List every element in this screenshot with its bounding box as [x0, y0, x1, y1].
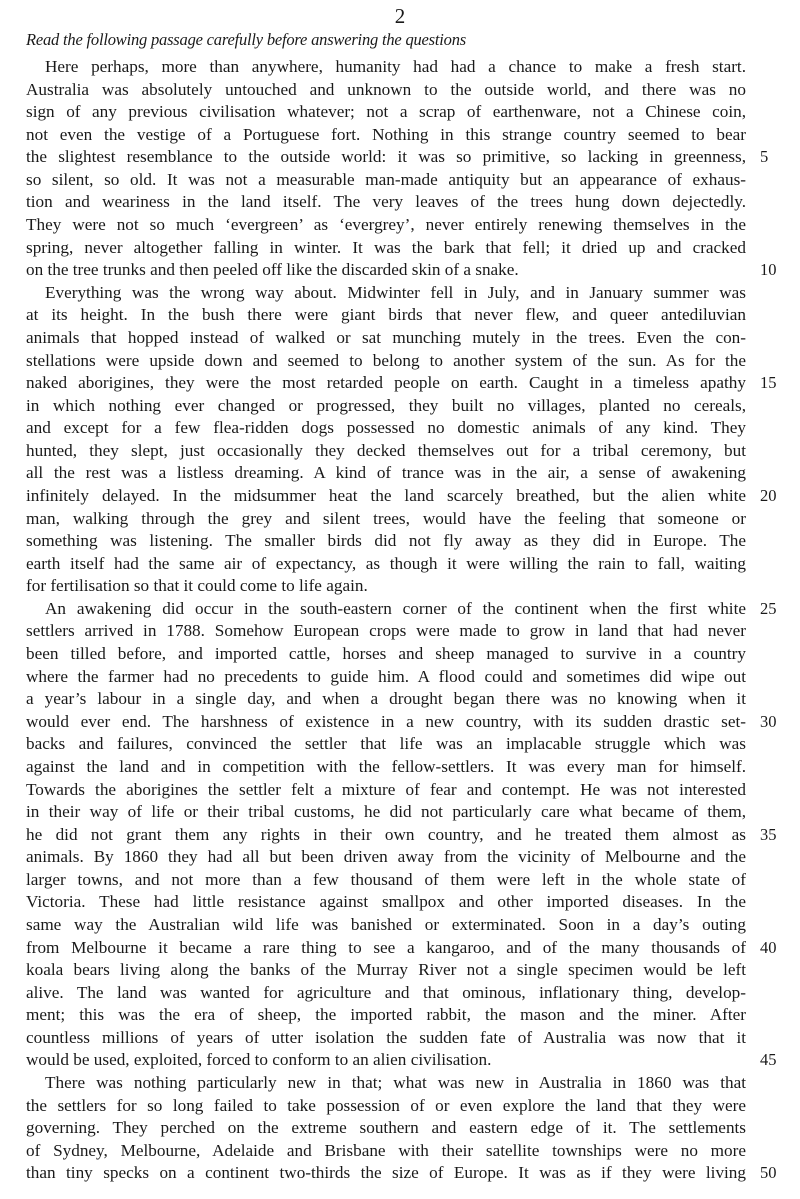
- passage-line-text: all the rest was a listless dreaming. A kind of trance was in the air, a sense of awakening: [26, 463, 746, 483]
- passage-line: [26, 282, 796, 305]
- passage-line-text: ment; this was the era of sheep, the imported rabbit, the mason and the miner. After: [26, 1005, 746, 1025]
- passage-line: [26, 711, 796, 734]
- passage-line: [26, 79, 796, 102]
- passage-line: [26, 914, 796, 937]
- passage-line: [26, 891, 796, 914]
- passage-line: [26, 666, 796, 689]
- passage-line-text: There was nothing particularly new in that; what was new in Australia in 1860 was that: [45, 1073, 746, 1093]
- passage-line: [26, 56, 796, 79]
- passage-line-text: he did not grant them any rights in their own country, and he treated them almost as: [26, 824, 746, 844]
- page-number: 2: [394, 4, 406, 28]
- passage-line: [26, 779, 796, 802]
- passage-line: [26, 101, 796, 124]
- passage-line: [26, 959, 796, 982]
- passage-line-text: spring, never altogether falling in winter. It was the bark that fell; it dried up and cracked: [26, 237, 746, 257]
- passage-line-text: Victoria. These had little resistance against smallpox and other imported diseases. In the: [26, 892, 746, 912]
- passage-line-text: and except for a few flea-ridden dogs possessed no domestic animals of any kind. They: [26, 418, 746, 438]
- passage-line-text: earth itself had the same air of expectancy, as though it were willing the rain to fall, waiting: [26, 553, 746, 573]
- passage-line-text: from Melbourne it became a rare thing to see a kangaroo, and of the many thousands of: [26, 937, 746, 957]
- passage-line: [26, 237, 796, 260]
- passage-line-text: so silent, so old. It was not a measurable man-made antiquity but an appearance of exhaus-: [26, 169, 746, 189]
- passage-line-text: koala bears living along the banks of the Murray River not a single specimen would be left: [26, 960, 746, 980]
- passage-line: [26, 1140, 796, 1163]
- passage-line: [26, 598, 796, 621]
- line-number: 10: [760, 260, 777, 280]
- passage-line: [26, 801, 796, 824]
- passage-line-text: Everything was the wrong way about. Midwinter fell in July, and in January summer was: [45, 282, 746, 302]
- passage-line-text: Here perhaps, more than anywhere, humanity had had a chance to make a fresh start.: [45, 57, 746, 76]
- passage-line-text: of Sydney, Melbourne, Adelaide and Brisbane with their satellite townships were no more: [26, 1140, 746, 1160]
- passage-line: [26, 1095, 796, 1118]
- passage-line: [26, 214, 796, 237]
- passage-line: [26, 1004, 796, 1027]
- passage-line-text: alive. The land was wanted for agriculture and that ominous, inflationary thing, develop-: [26, 982, 746, 1002]
- passage-line-text: larger towns, and not more than a few thousand of them were left in the whole state of: [26, 869, 746, 889]
- passage-line-text: would ever end. The harshness of existence in a new country, with its sudden drastic set-: [26, 711, 746, 731]
- passage-line-text: something was listening. The smaller birds did not fly away as they did in Europe. The: [26, 531, 746, 551]
- passage-line-text: not even the vestige of a Portuguese fort. Nothing in this strange country seemed to bear: [26, 124, 746, 144]
- passage-line-text: in their way of life or their tribal customs, he did not particularly care what became of them,: [26, 802, 746, 822]
- passage-line: [26, 508, 796, 531]
- instruction-text: Read the following passage carefully before answering the questions: [26, 30, 466, 49]
- passage-line: [26, 169, 796, 192]
- passage-line-text: settlers arrived in 1788. Somehow European crops were made to grow in land that had never: [26, 621, 746, 641]
- passage-line: [26, 146, 796, 169]
- passage-line: [26, 575, 796, 598]
- passage-line: [26, 824, 796, 847]
- passage-line-text: in which nothing ever changed or progressed, they built no villages, planted no cereals,: [26, 395, 746, 415]
- passage-line-text: infinitely delayed. In the midsummer heat the land scarcely breathed, but the alien white: [26, 485, 746, 505]
- passage-line: [26, 553, 796, 576]
- passage-line-text: the settlers for so long failed to take possession of or even explore the land that they were: [26, 1095, 746, 1115]
- passage-line: [26, 1162, 796, 1185]
- passage-line-text: same way the Australian wild life was banished or exterminated. Soon in a day’s outing: [26, 914, 746, 934]
- passage-line-text: tion and weariness in the land itself. The very leaves of the trees hung down dejectedly.: [26, 192, 746, 212]
- passage-line: [26, 350, 796, 373]
- passage-line-text: on the tree trunks and then peeled off like the discarded skin of a snake.: [26, 260, 519, 280]
- passage-line-text: at its height. In the bush there were giant birds that never flew, and queer antediluvian: [26, 305, 746, 325]
- line-number: 5: [760, 147, 769, 167]
- passage-line: [26, 937, 796, 960]
- passage-line-text: man, walking through the grey and silent trees, would have the feeling that someone or: [26, 508, 746, 528]
- passage: [26, 56, 796, 1185]
- passage-line: [26, 327, 796, 350]
- line-number: 20: [760, 485, 777, 505]
- line-number: 50: [760, 1163, 777, 1183]
- passage-line: [26, 1072, 796, 1095]
- passage-line: [26, 304, 796, 327]
- passage-line-text: An awakening did occur in the south-eastern corner of the continent when the first white: [45, 598, 746, 618]
- passage-line-text: naked aborigines, they were the most retarded people on earth. Caught in a timeless apathy: [26, 373, 746, 393]
- passage-line: [26, 530, 796, 553]
- passage-line: [26, 869, 796, 892]
- passage-line-text: sign of any previous civilisation whatever; not a scrap of earthenware, not a Chinese coin,: [26, 102, 746, 122]
- passage-line: [26, 395, 796, 418]
- line-number: 45: [760, 1050, 777, 1070]
- passage-line-text: animals. By 1860 they had all but been driven away from the vicinity of Melbourne and the: [26, 847, 746, 867]
- line-number: 40: [760, 937, 777, 957]
- passage-line: [26, 440, 796, 463]
- line-number: 15: [760, 373, 777, 393]
- passage-line-text: where the farmer had no precedents to guide him. A flood could and sometimes did wipe out: [26, 666, 746, 686]
- passage-line-text: animals that hopped instead of walked or sat munching mutely in the trees. Even the con-: [26, 327, 746, 347]
- passage-line: [26, 846, 796, 869]
- line-number: 25: [760, 598, 777, 618]
- passage-line: [26, 372, 796, 395]
- line-number: 30: [760, 711, 777, 731]
- passage-line-text: than tiny specks on a continent two-thirds the size of Europe. It was as if they were living: [26, 1163, 746, 1183]
- passage-line: [26, 417, 796, 440]
- passage-line-text: Towards the aborigines the settler felt a mixture of fear and contempt. He was not interested: [26, 779, 746, 799]
- passage-line: [26, 643, 796, 666]
- passage-line-text: would be used, exploited, forced to conform to an alien civilisation.: [26, 1050, 492, 1070]
- passage-line: [26, 462, 796, 485]
- passage-line-text: the slightest resemblance to the outside world: it was so primitive, so lacking in greenness,: [26, 147, 746, 167]
- passage-line: [26, 259, 796, 282]
- line-number: 35: [760, 824, 777, 844]
- passage-line-text: They were not so much ‘evergreen’ as ‘evergrey’, never entirely renewing themselves in the: [26, 215, 746, 235]
- passage-line: [26, 620, 796, 643]
- passage-line-text: against the land and in competition with the fellow-settlers. It was every man for himself.: [26, 756, 746, 776]
- passage-line: [26, 733, 796, 756]
- passage-line-text: backs and failures, convinced the settler that life was an implacable struggle which was: [26, 734, 746, 754]
- passage-line-text: stellations were upside down and seemed to belong to another system of the sun. As for the: [26, 350, 746, 370]
- passage-line-text: governing. They perched on the extreme southern and eastern edge of it. The settlements: [26, 1118, 746, 1138]
- passage-line: [26, 982, 796, 1005]
- passage-line-text: Australia was absolutely untouched and unknown to the outside world, and there was no: [26, 79, 746, 99]
- passage-line-text: a year’s labour in a single day, and when a drought began there was no knowing when it: [26, 689, 746, 709]
- passage-line: [26, 1027, 796, 1050]
- passage-line: [26, 1049, 796, 1072]
- passage-line-text: countless millions of years of utter isolation the sudden fate of Australia was now that it: [26, 1027, 746, 1047]
- passage-line: [26, 688, 796, 711]
- passage-line: [26, 191, 796, 214]
- passage-line: [26, 485, 796, 508]
- passage-line-text: for fertilisation so that it could come to life again.: [26, 576, 368, 596]
- passage-line-text: hunted, they slept, just occasionally they decked themselves out for a tribal ceremony, but: [26, 440, 746, 460]
- passage-line: [26, 124, 796, 147]
- passage-line: [26, 756, 796, 779]
- passage-line: [26, 1117, 796, 1140]
- passage-line-text: been tilled before, and imported cattle, horses and sheep managed to survive in a country: [26, 644, 746, 664]
